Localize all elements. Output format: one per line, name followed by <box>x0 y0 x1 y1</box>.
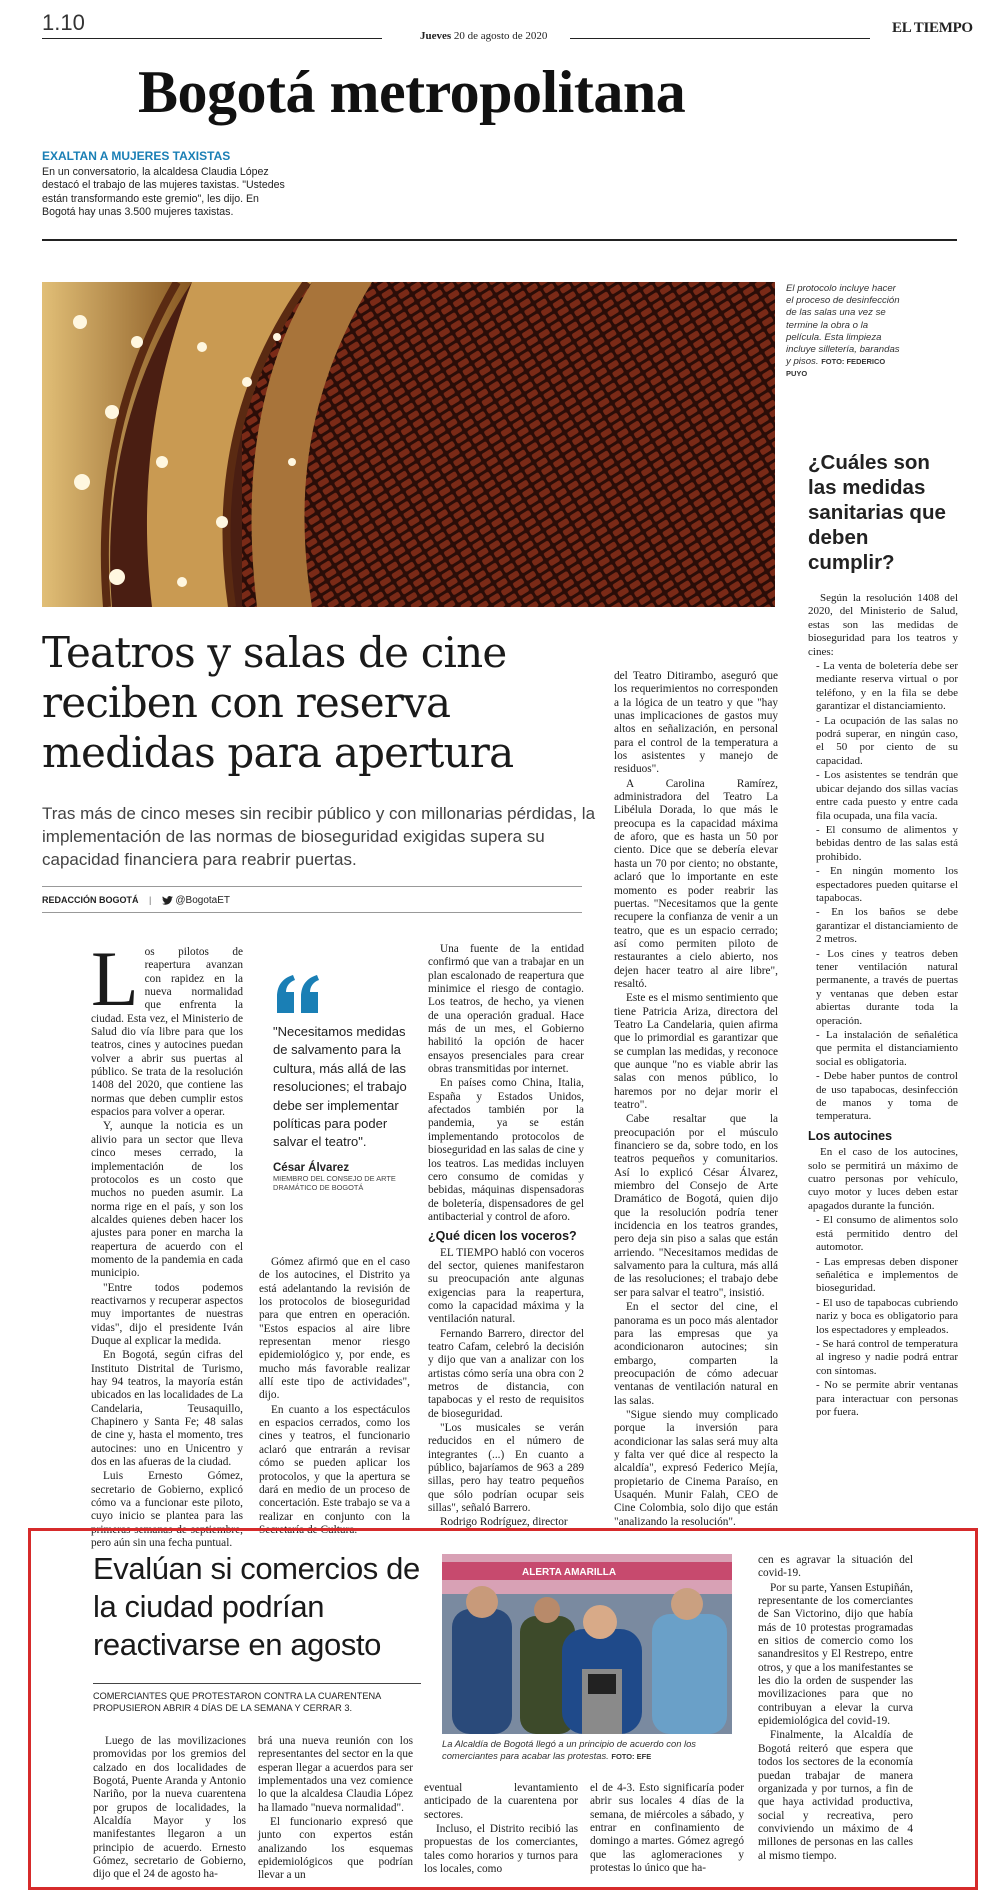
article-paragraph: En cuanto a los espectáculos en espacios cerrados, como los cines y teatros, el funcionario aclaró que entrarán a revisar cómo se pueden aplicar los protocolos, y que la apertura se dará en medio de un proceso de concertación. Este trabajo se va a realizar en conjunto con la Secretaría de Cultura. <box>259 1403 410 1536</box>
article-paragraph: A Carolina Ramírez, administradora del Teatro La Libélula Dorada, lo que más le preocupa es la capacidad máxima de aforo, que es hasta un 50 por ciento. Dice que se debería elevar hasta un 70 por ciento; no obstante, aclaró que lo importante en este momento es poder reabrir las puertas. "Necesitamos que la gente recupere la confianza de venir a un teatro, que es un espacio cerrado; así como permiten piloto de restaurantes a cielo abierto, nos dejen hacer teatro al aire libre", resaltó. <box>614 777 778 990</box>
commerce-paragraph: Luego de las movilizaciones promovidas por los gremios del calzado en dos localidades de Bogotá, Puente Aranda y Antonio Nariño, por la nueva cuarentena por grupos de localidades, la Alcaldía Mayor y los manifestantes llegaron a un principio de acuerdo. Ernesto Gómez, secretario de Gobierno, dijo que el 24 de agosto ha- <box>93 1735 246 1881</box>
date-day: Jueves <box>420 30 452 42</box>
article-paragraph: Y, aunque la noticia es un alivio para un sector que lleva cinco meses cerrado, la implementación de los protocolos es un costo que muchos no pueden asumir. La norma rige en el país, y son los alcaldes quienes deben hacer los ajustes para poner en marcha la reapertura de acuerdo con el momento de la pandemia en cada municipio. <box>91 1120 243 1280</box>
sidebar-item2: - Las empresas deben disponer señalética e implementos de bioseguridad. <box>816 1255 958 1295</box>
commerce-col-2 <box>258 1735 413 1884</box>
commerce-col-4 <box>590 1782 744 1876</box>
commerce-paragraph: eventual levantamiento anticipado de la cuarentena por sectores. <box>424 1782 578 1821</box>
date-rest: 20 de agosto de 2020 <box>453 30 548 42</box>
sidebar-item2: - Se hará control de temperatura al ingreso y nadie podrá entrar con síntomas. <box>816 1337 958 1377</box>
article-paragraph: del Teatro Ditirambo, aseguró que los requerimientos no corresponden a la lógica de un teatro y que "hay unas implicaciones de gastos muy altos en señalización, en personal para el control de la temperatura a los asistentes y manejo de residuos". <box>614 670 778 776</box>
header-rule-left <box>42 38 382 39</box>
commerce-photo-credit: FOTO: EFE <box>611 1751 652 1761</box>
article-paragraph: En Bogotá, según cifras del Instituto Distrital de Turismo, hay 94 teatros, la mayoría están ubicados en las localidades de La Candelaria, Teusaquillo, Chapinero y Santa Fe; 48 salas de cine y, hasta el momento, tres autocines: uno en Unicentro y dos en las afueras de la ciudad. <box>91 1349 243 1469</box>
article-paragraph: EL TIEMPO habló con voceros del sector, quienes manifestaron su preocupación ante algunas exigencias para la reapertura, como la capacidad máxima y la ventilación natural. <box>428 1246 584 1326</box>
article-paragraph: Este es el mismo sentimiento que tiene Patricia Ariza, directora del Teatro La Candelaria, quien afirma que lo primordial es garantizar que se cumplan las medidas, y reconoce que aunque "no es viable abrir las salas con menos público, lo haremos por no dejar morir el teatro". <box>614 992 778 1111</box>
sidebar-title: ¿Cuáles son las medidas sanitarias que deben cumplir? <box>808 451 946 574</box>
sidebar-item: - La venta de boletería debe ser mediante reserva virtual o por teléfono, y en la fila se debe garantizar el distanciamiento. <box>816 660 958 713</box>
commerce-photo-caption <box>442 1738 732 1763</box>
byline-author: REDACCIÓN BOGOTÁ <box>42 895 139 905</box>
quote-role: MIEMBRO DEL CONSEJO DE ARTE DRAMÁTICO DE BOGOTÁ <box>273 1173 396 1192</box>
article-dek: Tras más de cinco meses sin recibir público y con millonarias pérdidas, la implementación de las normas de bioseguridad exigidas supera su capacidad financiera para reabrir puertas. <box>42 804 596 869</box>
article-paragraph: Una fuente de la entidad confirmó que van a trabajar en un plan escalonado de reapertura que minimice el riesgo de contagio. Los teatros, de hecho, ya vienen de una operación gradual. Hace más de un mes, el Gobierno habilitó la opción de hacer ensayos presenciales para crear obras transmitidas por internet. <box>428 943 584 1076</box>
commerce-col-5 <box>758 1554 913 1864</box>
brief-rule <box>42 239 957 241</box>
sidebar-item: - La instalación de señalética que permita el distanciamiento social es obligatoria. <box>816 1029 958 1068</box>
commerce-caption-text: La Alcaldía de Bogotá llegó a un principio de acuerdo con los comerciantes para acabar las protestas. <box>442 1738 696 1761</box>
press-conference-photo <box>442 1554 732 1734</box>
brief-kicker: EXALTAN A MUJERES TAXISTAS <box>42 149 231 163</box>
commerce-subhead: COMERCIANTES QUE PROTESTARON CONTRA LA CUARENTENA PROPUSIERON ABRIR 4 DÍAS DE LA SEMANA Y CERRAR 3. <box>93 1691 381 1713</box>
sidebar-item2: - El uso de tapabocas cubriendo nariz y boca es obligatorio para los espectadores y empleados. <box>816 1296 958 1336</box>
commerce-headline: Evalúan si comercios de la ciudad podrían reactivarse en agosto <box>93 1551 420 1662</box>
commerce-paragraph: El funcionario expresó que junto con expertos están analizando los esquemas epidemiológicos que podrían llevar a un <box>258 1816 413 1882</box>
commerce-paragraph: brá una nueva reunión con los representantes del sector en la que esperan llegar a acuerdos para ser implementados una vez comience lo que la alcaldesa Claudia López ha llamado "nueva normalidad". <box>258 1735 413 1814</box>
quote-text: "Necesitamos medidas de salvamento para la cultura, más allá de las resoluciones; el trabajo debe ser implementar políticas para poder salvar el teatro". <box>273 1024 407 1150</box>
commerce-paragraph: Por su parte, Yansen Estupiñán, representante de los comerciantes de San Victorino, dijo que había más de 10 protestas programadas en sitios de comercio como los sanandresitos y El Restrepo, entre otros, y que a los manifestantes se les dio la orden de suspender las movilizaciones para que no contribuyan a elevar la curva epidemiológica del covid-19. <box>758 1581 913 1728</box>
commerce-paragraph: Finalmente, la Alcaldía de Bogotá reiteró que espera que todos los sectores de la economía puedan trabajar de manera organizada y por turnos, a fin de que haya actividad productiva, social y recreativa, pero conviviendo un máximo de 4 millones de personas en las calles al mismo tiempo. <box>758 1729 913 1862</box>
commerce-rule <box>93 1683 421 1684</box>
commerce-paragraph: Incluso, el Distrito recibió las propuestas de los comerciantes, tales como horarios y turnos para los locales, como <box>424 1823 578 1876</box>
article-paragraph: Cabe resaltar que la preocupación por el músculo financiero se da, sobre todo, en los teatros pequeños y comunitarios. Así lo explicó César Álvarez, miembro del Consejo de Arte Dramático de Bogotá, quien dijo que la resolución podría tener incidencia en los teatros grandes, pero deja sin piso a salas que están arriendo. "Necesitamos medidas de salvamento para la cultura, más allá de las resoluciones; el trabajo debe ser para salvar el teatro", insistió. <box>614 1113 778 1299</box>
byline-twitter: @BogotaET <box>175 895 231 906</box>
commerce-paragraph: cen es agravar la situación del covid-19. <box>758 1554 913 1580</box>
article-col-3 <box>428 943 584 1531</box>
sidebar-item: - En ningún momento los espectadores pueden quitarse el tapabocas. <box>816 865 958 904</box>
article-paragraph: os pilotos de reapertura avanzan con rapidez en la nueva normalidad que enfrenta la ciudad. Esta vez, el Ministerio de Salud dio vía libre para que los teatros, cines y autocines puedan volver a abrir sus puertas al público. Se trata de la resolución 1408 del 2020, que contiene las normas que deben cumplir estos espacios para volver a operar. <box>91 946 243 1119</box>
article-col-4 <box>614 670 778 1530</box>
commerce-col-3 <box>424 1782 578 1877</box>
pull-quote <box>273 975 419 1192</box>
brief-text: En un conversatorio, la alcaldesa Claudia López destacó el trabajo de las mujeres taxistas. "Ustedes están transformando este gremio", les dijo. En Bogotá hay unas 3.500 mujeres taxistas. <box>42 166 285 218</box>
photo-caption <box>786 283 904 381</box>
commerce-col-1 <box>93 1735 246 1883</box>
article-paragraph: Rodrigo Rodríguez, director <box>440 1516 568 1529</box>
article-headline: Teatros y salas de cine reciben con reserva medidas para apertura <box>42 628 514 777</box>
quote-author: César Álvarez <box>273 1161 350 1174</box>
header-rule-right <box>570 38 870 39</box>
sidebar-intro: Según la resolución 1408 del 2020, del Ministerio de Salud, estas son las medidas de bioseguridad para los teatros y cines: <box>808 592 958 658</box>
sidebar-item: - Los cines y teatros deben tener ventilación natural permanente, a través de puertas y ventanas que deben estar abiertas durante toda la operación. <box>816 947 958 1027</box>
byline-rule-top <box>42 886 582 887</box>
article-col-2 <box>259 1256 410 1538</box>
article-col-1 <box>91 935 243 1551</box>
article-paragraph: "Los musicales se verán reducidos en el número de integrantes (...) En cuanto a público, bajaríamos de 963 a 289 sillas, pero hay teatro pequeños que sólo podrían ocupar seis sillas", señaló Barrero. <box>428 1422 584 1515</box>
article-subhead: ¿Qué dicen los voceros? <box>428 1229 577 1244</box>
article-paragraph: En países como China, Italia, España y Estados Unidos, afectados también por la pandemia, ya se están implementando protocolos de bioseguridad en las salas de cine y los teatros. Las medidas incluyen cero consumo de comidas y bebidas, máquinas dispensadoras de boletería, dispensadores de gel antibacterial y control de aforo. <box>428 1077 584 1223</box>
theater-photo <box>42 282 775 607</box>
article-paragraph: En el sector del cine, el panorama es un poco más alentador para las empresas que ya acondicionaron autocines; sin embargo, comparten la preocupación de cómo adecuar ventanas de ventilación natural en las salas. <box>614 1301 778 1407</box>
commerce-paragraph: el de 4-3. Esto significaría poder abrir sus locales 4 días de la semana, de miércoles a sábado, y entrar en confinamiento de domingo a martes. Gómez agregó que las aglomeraciones y protestas lo único que ha- <box>590 1782 744 1875</box>
sidebar-item: - En los baños se debe garantizar el distanciamiento de 2 metros. <box>816 906 958 946</box>
sidebar-subhead: Los autocines <box>808 1128 893 1143</box>
byline-sep: | <box>149 895 152 905</box>
quote-icon <box>273 975 321 1013</box>
masthead: EL TIEMPO <box>892 20 973 36</box>
article-paragraph: "Sigue siendo muy complicado porque la inversión para acondicionar las salas será muy alta y falta ver qué dice al respecto la alcaldía", expresó Federico Mejía, propietario de Cinema Paraíso, en Usaquén. Munir Falah, CEO de Cine Colombia, solo dijo que están "analizando la resolución". <box>614 1408 778 1528</box>
sidebar-item: - Los asistentes se tendrán que ubicar dejando dos sillas vacías entre cada puesto y entre cada fila ocupada, una fila vacía. <box>816 769 958 822</box>
header-date <box>420 30 547 42</box>
twitter-icon <box>162 896 173 905</box>
sidebar-item2: - El consumo de alimentos solo está permitido dentro del automotor. <box>816 1214 958 1254</box>
byline-rule-bottom <box>42 912 582 913</box>
article-paragraph: Gómez afirmó que en el caso de los autocines, el Distrito ya está adelantando la revisión de los protocolos de bioseguridad para que entren en operación. "Estos espacios al aire libre representan menor riesgo epidemiológico y, por ende, es mucho más favorable realizar allí este tipo de actividades", dijo. <box>259 1256 410 1402</box>
photo-banner: ALERTA AMARILLA <box>522 1567 617 1578</box>
article-paragraph: Luis Ernesto Gómez, secretario de Gobierno, explicó cómo va a funcionar este piloto, cuyo inicio se plantea para las primeras semanas de septiembre, pero aún sin una fecha puntual. <box>91 1470 243 1550</box>
photo-credit: FOTO: FEDERICO PUYO <box>786 357 886 379</box>
dropcap: L <box>91 935 139 1022</box>
sidebar-item: - Debe haber puntos de control de uso tapabocas, desinfección de manos y toma de temperatura. <box>816 1070 958 1123</box>
sidebar-item: - La ocupación de las salas no podrá superar, en ningún caso, el 50 por ciento de su capacidad. <box>816 714 958 767</box>
byline <box>42 895 230 906</box>
article-paragraph: "Entre todos podemos reactivarnos y recuperar aspectos muy importantes de nuestras vidas", dijo el presidente Iván Duque al explicar la medida. <box>91 1281 243 1347</box>
sidebar-body <box>808 592 958 1420</box>
sidebar-item: - El consumo de alimentos y bebidas dentro de las salas está prohibido. <box>816 823 958 863</box>
sidebar-item2: - No se permite abrir ventanas para interactuar con personas por fuera. <box>816 1379 958 1418</box>
sidebar-item2: En el caso de los autocines, solo se permitirá un máximo de cuatro personas por vehículo, cuyo motor y luces deben estar apagados durante la función. <box>808 1146 958 1212</box>
page-number: 1.10 <box>42 10 85 35</box>
section-title: Bogotá metropolitana <box>138 59 686 125</box>
photo-caption-text: El protocolo incluye hacer el proceso de desinfección de las salas una vez se termine la obra o la película. Esta limpieza incluye silletería, barandas y pisos. <box>786 283 900 368</box>
article-paragraph: Fernando Barrero, director del teatro Cafam, celebró la decisión y dijo que van a analizar con los artistas cómo sería una obra con 2 metros de distancia, con tapabocas y el resto de requisitos de bioseguridad. <box>428 1327 584 1420</box>
